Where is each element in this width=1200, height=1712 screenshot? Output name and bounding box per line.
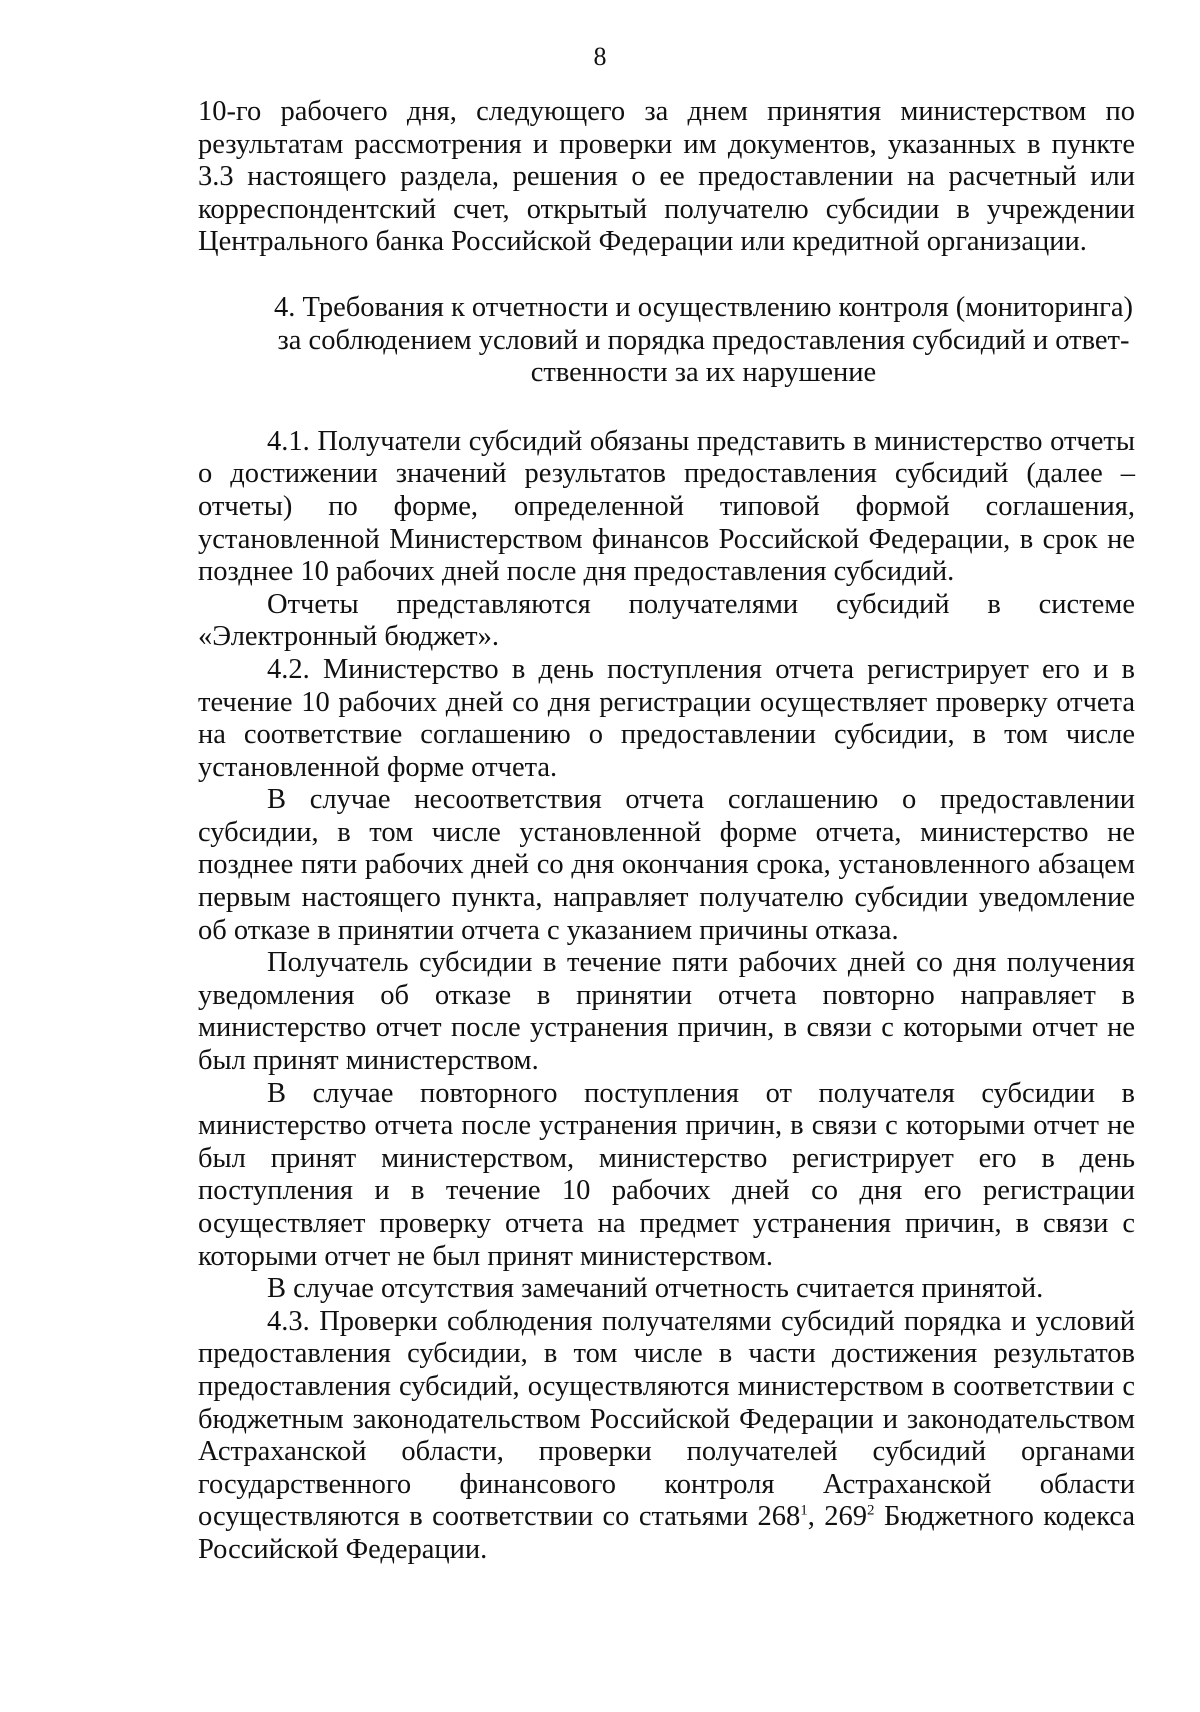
section-heading [198, 292, 1135, 390]
section-heading-line-3: ственности за их нарушение [530, 357, 877, 389]
paragraph-4-3-text-after: Бюджетного кодекса Российской Федерации. [198, 1501, 1136, 1565]
paragraph-4-3-text-before: 4.3. Проверки соблюдения получателями субсидий порядка и условий предоставления субсидии, в том числе в части достижения результатов предоставления субсидий, осуществляются министерством в соответствии с бюджетным законодательством Российской Федерации и законодательством Астраханской области, проверки получателей субсидий органами государственного финансового контроля Астраханской области осуществляются в соответствии со статьями 268 [198, 1305, 1135, 1533]
paragraph-4-3-text-mid: , 269 [807, 1501, 868, 1533]
paragraph-4-3 [198, 1306, 1135, 1567]
section-heading-line-2: за соблюдением условий и порядка предоставления субсидий и ответ- [277, 324, 1130, 356]
paragraph-report-mismatch: В случае несоответствия отчета соглашению о предоставлении субсидии, в том числе установленной форме отчета, министерство не позднее пяти рабочих дней со дня окончания срока, установленного абзацем первым настоящего пункта, направляет получателю субсидии уведомление об отказе в принятии отчета с указанием причины отказа. [198, 784, 1135, 946]
article-superscript-1: 1 [800, 1502, 808, 1519]
paragraph-repeated-receipt: В случае повторного поступления от получателя субсидии в министерство отчета после устранения причин, в связи с которыми отчет не был принят министерством, министерство регистрирует его в день поступления и в течение 10 рабочих дней со дня его регистрации осуществляет проверку отчета на предмет устранения причин, в связи с которыми отчет не был принят министерством. [198, 1077, 1135, 1272]
paragraph-resubmission: Получатель субсидии в течение пяти рабочих дней со дня получения уведомления об отказе в принятии отчета повторно направляет в министерство отчет после устранения причин, в связи с которыми отчет не был принят министерством. [198, 947, 1135, 1077]
paragraph-report-accepted: В случае отсутствия замечаний отчетность считается принятой. [267, 1273, 1044, 1305]
section-heading-line-1: 4. Требования к отчетности и осуществлению контроля (мониторинга) [274, 291, 1133, 323]
intro-paragraph: 10-го рабочего дня, следующего за днем принятия министерством по результатам рассмотрения и проверки им документов, указанных в пункте 3.3 настоящего раздела, решения о ее предоставлении на расчетный или корреспондентский счет, открытый получателю субсидии в учреждении Центрального банка Российской Федерации или кредитной организации. [198, 96, 1135, 258]
page-number: 8 [593, 42, 607, 71]
article-superscript-2: 2 [867, 1502, 875, 1519]
document-body [198, 96, 1135, 1567]
paragraph-4-2: 4.2. Министерство в день поступления отчета регистрирует его и в течение 10 рабочих дней со дня регистрации осуществляет проверку отчета на соответствие соглашению о предоставлении субсидии, в том числе установленной форме отчета. [198, 653, 1135, 783]
paragraph-electronic-budget: Отчеты представляются получателями субсидий в системе «Электронный бюджет». [198, 588, 1135, 653]
paragraph-4-1: 4.1. Получатели субсидий обязаны представить в министерство отчеты о достижении значений результатов предоставления субсидий (далее – отчеты) по форме, определенной типовой формой соглашения, установленной Министерством финансов Российской Федерации, в срок не позднее 10 рабочих дней после дня предоставления субсидий. [198, 425, 1135, 588]
